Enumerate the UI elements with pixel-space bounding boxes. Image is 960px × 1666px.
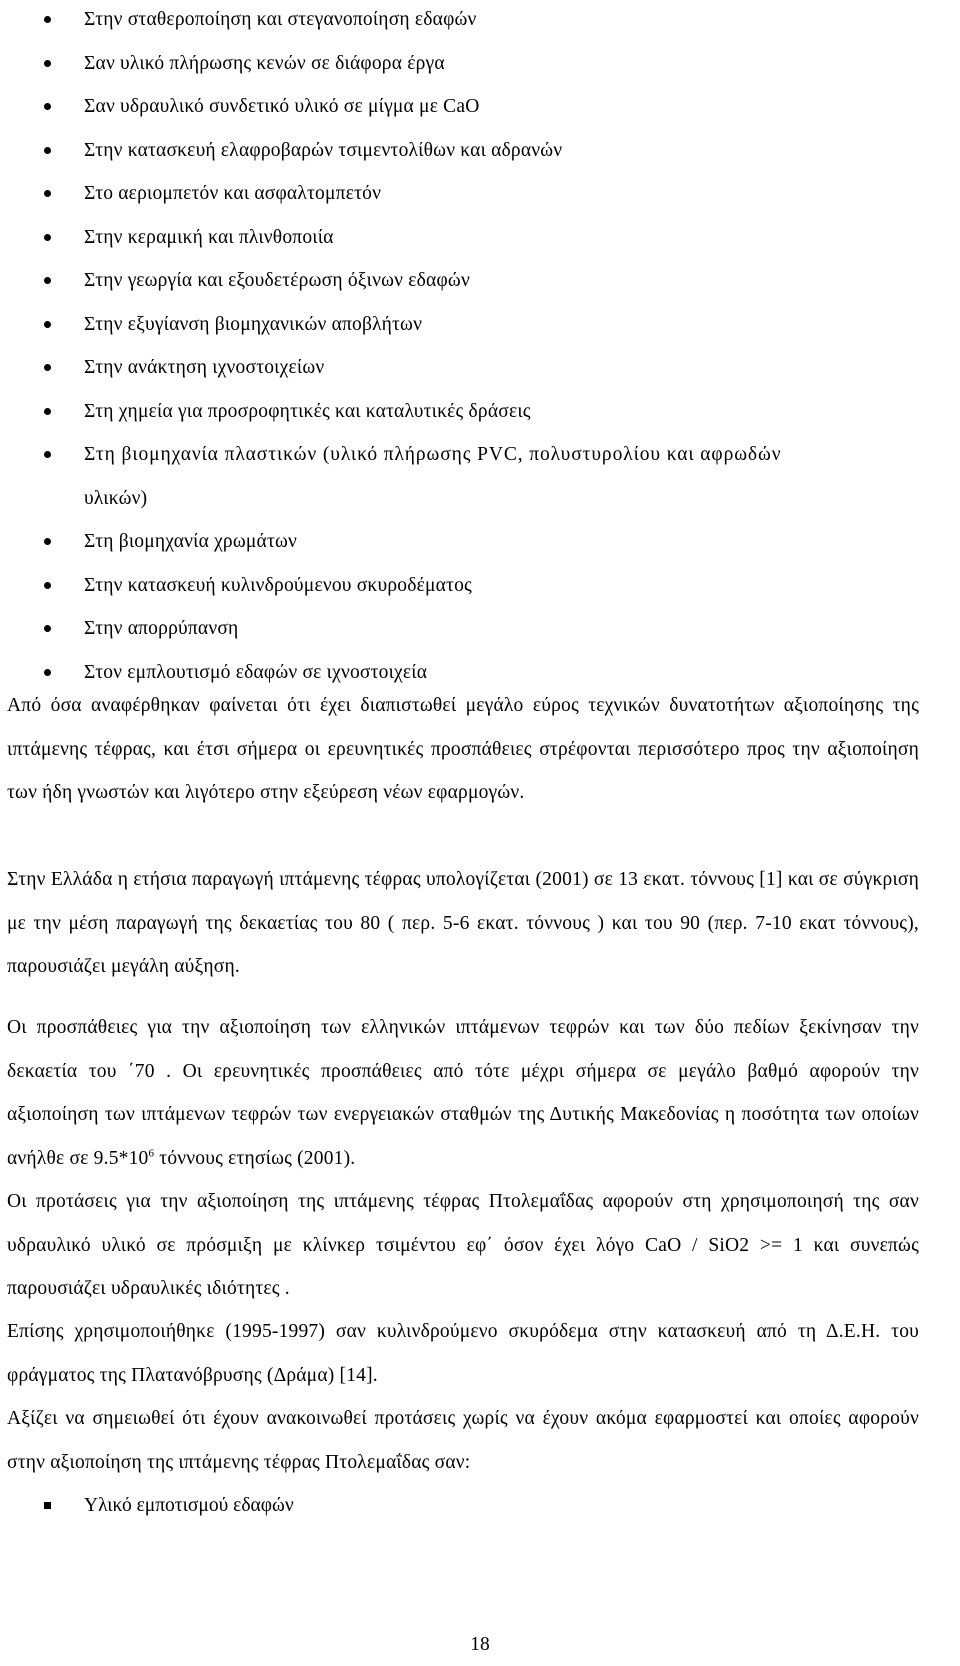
bullet-icon — [44, 60, 51, 67]
square-bullet-icon — [44, 1502, 51, 1509]
square-bullet-list — [44, 1484, 924, 1528]
list-item-text: Στην ανάκτηση ιχνοστοιχείων — [84, 357, 325, 378]
list-item — [44, 172, 924, 216]
paragraph-efforts — [7, 1006, 919, 1180]
list-item — [44, 433, 924, 520]
bullet-icon — [44, 408, 51, 415]
list-item-text: Στην απορρύπανση — [84, 618, 239, 639]
bullet-icon — [44, 538, 51, 545]
list-item — [44, 607, 924, 651]
list-item-text: Στην κατασκευή κυλινδρούμενου σκυροδέματος — [84, 574, 472, 596]
bullet-icon — [44, 669, 51, 676]
paragraph-efforts-tail: τόννους ετησίως (2001). — [154, 1147, 356, 1169]
bullet-icon — [44, 103, 51, 110]
list-item — [44, 0, 924, 42]
list-item — [44, 520, 924, 564]
bullet-icon — [44, 364, 51, 371]
bullet-icon — [44, 234, 51, 241]
list-item — [44, 303, 924, 347]
list-item-text: Στην κεραμική και πλινθοποιία — [84, 226, 334, 248]
bullet-icon — [44, 451, 51, 458]
list-item-text: Στη χημεία για προσροφητικές και καταλυτικές δράσεις — [84, 400, 531, 422]
paragraph-dam: Επίσης χρησιμοποιήθηκε (1995-1997) σαν κυλινδρούμενο σκυρόδεμα στην κατασκευή από τη Δ.Ε.Η. του φράγματος της Πλατανόβρυσης (Δράμα) [14]. — [7, 1321, 919, 1386]
list-item-text: Στη βιομηχανία χρωμάτων — [84, 531, 298, 552]
list-item-text: Υλικό εμποτισμού εδαφών — [84, 1495, 294, 1516]
list-item — [44, 42, 924, 86]
paragraph-greece-production: Στην Ελλάδα η ετήσια παραγωγή ιπτάμενης τέφρας υπολογίζεται (2001) σε 13 εκατ. τόννους [1] και σε σύγκριση με την μέση παραγωγή της δεκαετίας του 80 ( περ. 5-6 εκατ. τόννους ) και του 90 (περ. 7-10 εκατ τόννους), παρουσιάζει μεγάλη αύξηση. — [7, 869, 919, 977]
paragraph-techniques: Από όσα αναφέρθηκαν φαίνεται ότι έχει διαπιστωθεί μεγάλο εύρος τεχνικών δυνατοτήτων αξιοποίησης της ιπτάμενης τέφρας, και έτσι σήμερα οι ερευνητικές προσπάθειες στρέφονται περισσότερο προς την αξιοποίηση των ήδη γνωστών και λιγότερο στην εξεύρεση νέων εφαρμογών. — [7, 695, 919, 803]
bullet-icon — [44, 625, 51, 632]
bullet-icon — [44, 582, 51, 589]
list-item-text: Στον εμπλουτισμό εδαφών σε ιχνοστοιχεία — [84, 661, 428, 683]
bullet-icon — [44, 321, 51, 328]
list-item — [44, 1484, 924, 1528]
bullet-icon — [44, 16, 51, 23]
list-item-text: Στο αεριομπετόν και ασφαλτομπετόν — [84, 183, 382, 204]
page-number: 18 — [470, 1634, 490, 1655]
paragraph-efforts-text: Οι προσπάθειες για την αξιοποίηση των ελληνικών ιπτάμενων τεφρών και των δύο πεδίων ξεκίνησαν την δεκαετία του ΄70 . Οι ερευνητικές προσπάθειες από τότε μέχρι σήμερα σε μεγάλο βαθμό αφορούν την αξιοποίηση των ιπτάμενων τεφρών των ενεργειακών σταθμών της Δυτικής Μακεδονίας η ποσότητα των οποίων ανήλθε σε 9.5*10 — [7, 1017, 919, 1169]
list-item-text: Σαν υδραυλικό συνδετικό υλικό σε μίγμα με CaO — [84, 96, 480, 117]
list-item — [44, 346, 924, 390]
bullet-icon — [44, 190, 51, 197]
list-item-text: Στη βιομηχανία πλαστικών (υλικό πλήρωσης PVC, πολυστυρολίου και αφρωδών — [84, 444, 782, 465]
list-item-text: Στην γεωργία και εξουδετέρωση όξινων εδαφών — [84, 270, 470, 291]
bullet-icon — [44, 147, 51, 154]
bullet-icon — [44, 277, 51, 284]
list-item — [44, 129, 924, 173]
paragraph-announced: Αξίζει να σημειωθεί ότι έχουν ανακοινωθεί προτάσεις χωρίς να έχουν ακόμα εφαρμοστεί και οποίες αφορούν στην αξιοποίηση της ιπτάμενης τέφρας Πτολεμαΐδας σαν: — [7, 1408, 919, 1473]
list-item-text: Σαν υλικό πλήρωσης κενών σε διάφορα έργα — [84, 52, 445, 74]
list-item — [44, 85, 924, 129]
list-item — [44, 216, 924, 260]
applications-list — [44, 0, 924, 694]
list-item — [44, 564, 924, 608]
list-item-text: Στην κατασκευή ελαφροβαρών τσιμεντολίθων και αδρανών — [84, 139, 563, 161]
list-item-text: Στην εξυγίανση βιομηχανικών αποβλήτων — [84, 313, 423, 335]
paragraph-proposals: Οι προτάσεις για την αξιοποίηση της ιπτάμενης τέφρας Πτολεμαΐδας αφορούν στη χρησιμοποιησή της σαν υδραυλικό υλικό σε πρόσμιξη με κλίνκερ τσιμέντου εφ΄ όσον έχει λόγο CaO / SiO2 >= 1 και συνεπώς παρουσιάζει υδραυλικές ιδιότητες . — [7, 1191, 919, 1299]
list-item-text: Στην σταθεροποίηση και στεγανοποίηση εδαφών — [84, 9, 477, 30]
list-item — [44, 390, 924, 434]
list-item-text-continued: υλικών) — [84, 487, 148, 509]
list-item — [44, 259, 924, 303]
exponent: 6 — [148, 1147, 155, 1159]
